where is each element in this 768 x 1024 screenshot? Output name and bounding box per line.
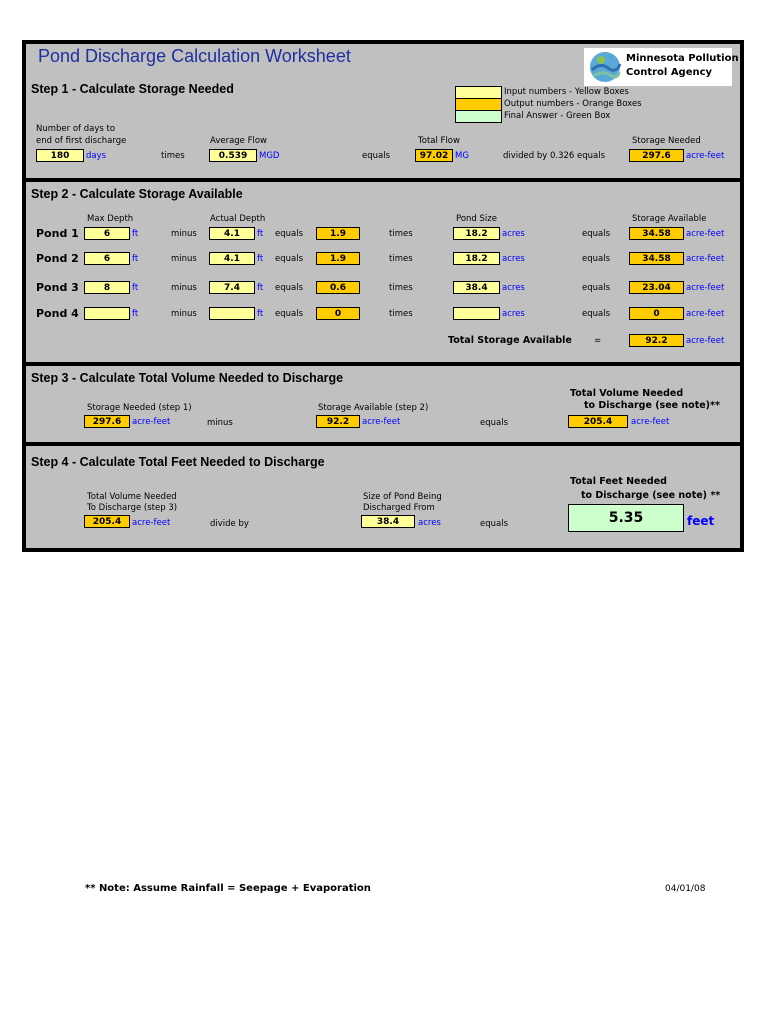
total-storage-label: Total Storage Available (448, 335, 572, 346)
minus-label: minus (171, 283, 197, 293)
pond-size-input[interactable] (453, 307, 500, 320)
minus-label: minus (207, 418, 233, 428)
minus-label: minus (171, 229, 197, 239)
total-flow-unit: MG (455, 151, 469, 161)
logo-line1: Minnesota Pollution (626, 53, 739, 64)
storage-needed-label: Storage Needed (632, 136, 701, 146)
storage-available-output: 34.58 (629, 227, 684, 240)
pond-name: Pond 3 (36, 281, 79, 294)
divide-label: divide by (210, 519, 249, 529)
acres-unit: acres (418, 518, 441, 528)
equals-label: equals (582, 254, 611, 264)
mpca-logo (584, 48, 739, 86)
acre-feet-unit: acre-feet (362, 417, 401, 427)
equals-label: equals (582, 283, 611, 293)
pond-size-input[interactable]: 38.4 (361, 515, 415, 528)
equals-label: equals (275, 229, 304, 239)
acres-unit: acres (502, 309, 525, 319)
equals-label: equals (582, 309, 611, 319)
flow-input[interactable]: 0.539 (209, 149, 257, 162)
flow-unit: MGD (259, 151, 280, 161)
ft-unit: ft (257, 229, 264, 239)
equals-label: equals (480, 418, 509, 428)
actual-depth-input[interactable] (209, 307, 255, 320)
acre-feet-unit: acre-feet (686, 229, 725, 239)
ft-unit: ft (257, 254, 264, 264)
acres-unit: acres (502, 283, 525, 293)
step3-result-label-2: to Discharge (see note)** (584, 400, 720, 411)
acres-unit: acres (502, 229, 525, 239)
total-storage-output: 92.2 (629, 334, 684, 347)
step1-heading: Step 1 - Calculate Storage Needed (31, 82, 234, 96)
flow-label: Average Flow (210, 136, 268, 146)
ft-unit: ft (132, 254, 139, 264)
col-storage-available: Storage Available (632, 214, 707, 224)
storage-needed-step1-label: Storage Needed (step 1) (87, 403, 192, 413)
step4-result-label-1: Total Feet Needed (570, 476, 667, 487)
acre-feet-unit: acre-feet (686, 254, 725, 264)
legend-input: Input numbers - Yellow Boxes (504, 87, 629, 97)
total-flow-output: 97.02 (415, 149, 453, 162)
times-label: times (389, 283, 413, 293)
equals-label: equals (582, 229, 611, 239)
times-label: times (389, 309, 413, 319)
final-answer-box: 5.35 (568, 504, 684, 532)
col-max-depth: Max Depth (87, 214, 134, 224)
step3-heading: Step 3 - Calculate Total Volume Needed to Discharge (31, 371, 344, 385)
date-label: 04/01/08 (665, 884, 706, 894)
equals-label: equals (275, 283, 304, 293)
acre-feet-unit: acre-feet (686, 336, 725, 346)
size-label-2: Discharged From (363, 503, 435, 513)
times-label: times (389, 254, 413, 264)
equals-label: equals (480, 519, 509, 529)
total-volume-output: 205.4 (84, 515, 130, 528)
page-title: Pond Discharge Calculation Worksheet (38, 46, 351, 66)
acre-feet-unit: acre-feet (631, 417, 670, 427)
pond-size-input[interactable]: 38.4 (453, 281, 500, 294)
legend-output: Output numbers - Orange Boxes (504, 99, 642, 109)
mpca-logo-icon (588, 50, 622, 84)
storage-available-output: 92.2 (316, 415, 360, 428)
ft-unit: ft (132, 229, 139, 239)
storage-available-output: 34.58 (629, 252, 684, 265)
minus-label: minus (171, 254, 197, 264)
storage-available-step2-label: Storage Available (step 2) (318, 403, 429, 413)
step2-heading: Step 2 - Calculate Storage Available (31, 187, 243, 201)
days-label-2: end of first discharge (36, 136, 127, 146)
ft-unit: ft (132, 309, 139, 319)
step4-heading: Step 4 - Calculate Total Feet Needed to Discharge (31, 455, 325, 469)
divided-label: divided by 0.326 equals (503, 151, 606, 161)
max-depth-input[interactable]: 6 (84, 227, 130, 240)
feet-unit: feet (687, 514, 715, 528)
storage-needed-unit: acre-feet (686, 151, 725, 161)
pond-size-input[interactable]: 18.2 (453, 227, 500, 240)
vol-label-1: Total Volume Needed (87, 492, 177, 502)
actual-depth-input[interactable]: 4.1 (209, 252, 255, 265)
acre-feet-unit: acre-feet (686, 309, 725, 319)
days-input[interactable]: 180 (36, 149, 84, 162)
depth-diff-output: 1.9 (316, 227, 360, 240)
legend-final: Final Answer - Green Box (504, 111, 611, 121)
col-actual-depth: Actual Depth (210, 214, 266, 224)
acre-feet-unit: acre-feet (132, 518, 171, 528)
max-depth-input[interactable] (84, 307, 130, 320)
storage-needed-output: 297.6 (629, 149, 684, 162)
max-depth-input[interactable]: 6 (84, 252, 130, 265)
days-label-1: Number of days to (36, 124, 116, 134)
logo-line2: Control Agency (626, 67, 713, 78)
minus-label: minus (171, 309, 197, 319)
ft-unit: ft (257, 309, 264, 319)
total-flow-label: Total Flow (418, 136, 460, 146)
storage-available-output: 23.04 (629, 281, 684, 294)
vol-label-2: To Discharge (step 3) (87, 503, 178, 513)
days-unit: days (86, 151, 107, 161)
depth-diff-output: 1.9 (316, 252, 360, 265)
footnote: ** Note: Assume Rainfall = Seepage + Evaporation (85, 883, 371, 894)
total-volume-output: 205.4 (568, 415, 628, 428)
pond-name: Pond 2 (36, 252, 79, 265)
storage-needed-output: 297.6 (84, 415, 130, 428)
equals-label: equals (275, 254, 304, 264)
actual-depth-input[interactable]: 4.1 (209, 227, 255, 240)
times-label: times (161, 151, 185, 161)
total-storage-eq: = (594, 336, 602, 346)
actual-depth-input[interactable]: 7.4 (209, 281, 255, 294)
acre-feet-unit: acre-feet (686, 283, 725, 293)
equals-label: equals (362, 151, 391, 161)
size-label-1: Size of Pond Being (363, 492, 442, 502)
times-label: times (389, 229, 413, 239)
col-pond-size: Pond Size (456, 214, 497, 224)
legend-green-swatch (455, 110, 502, 123)
ft-unit: ft (132, 283, 139, 293)
pond-size-input[interactable]: 18.2 (453, 252, 500, 265)
depth-diff-output: 0.6 (316, 281, 360, 294)
step3-result-label-1: Total Volume Needed (570, 388, 684, 399)
storage-available-output: 0 (629, 307, 684, 320)
step4-result-label-2: to Discharge (see note) ** (581, 490, 721, 501)
ft-unit: ft (257, 283, 264, 293)
equals-label: equals (275, 309, 304, 319)
depth-diff-output: 0 (316, 307, 360, 320)
pond-name: Pond 4 (36, 307, 79, 320)
pond-name: Pond 1 (36, 227, 79, 240)
acre-feet-unit: acre-feet (132, 417, 171, 427)
acres-unit: acres (502, 254, 525, 264)
max-depth-input[interactable]: 8 (84, 281, 130, 294)
